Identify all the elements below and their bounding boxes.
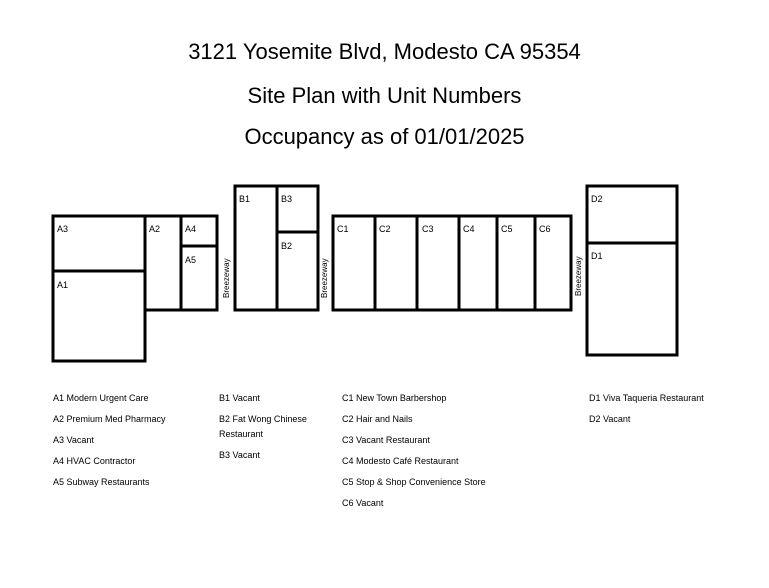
legend-item-a4: A4 HVAC Contractor bbox=[53, 456, 136, 466]
legend-item-c2: C2 Hair and Nails bbox=[342, 414, 413, 424]
legend-item-b1: B1 Vacant bbox=[219, 393, 260, 403]
unit-label-a3: A3 bbox=[57, 224, 69, 234]
unit-label-a5: A5 bbox=[185, 255, 197, 265]
legend-item-c1: C1 New Town Barbershop bbox=[342, 393, 447, 403]
legend-item-a3: A3 Vacant bbox=[53, 435, 94, 445]
legend-item-b2: B2 Fat Wong Chinese bbox=[219, 414, 307, 424]
unit-label-b1: B1 bbox=[239, 194, 251, 204]
unit-label-b3: B3 bbox=[281, 194, 293, 204]
legend-item-b3: B3 Vacant bbox=[219, 450, 260, 460]
occupancy-date: Occupancy as of 01/01/2025 bbox=[244, 124, 525, 149]
unit-b1 bbox=[235, 186, 277, 310]
site-plan-subtitle: Site Plan with Unit Numbers bbox=[247, 83, 522, 108]
legend-item-c3: C3 Vacant Restaurant bbox=[342, 435, 430, 445]
unit-label-c4: C4 bbox=[463, 224, 475, 234]
unit-label-b2: B2 bbox=[281, 241, 293, 251]
unit-label-c5: C5 bbox=[501, 224, 513, 234]
unit-label-c6: C6 bbox=[539, 224, 551, 234]
legend-item-d1: D1 Viva Taqueria Restaurant bbox=[589, 393, 704, 403]
unit-b3 bbox=[277, 186, 318, 232]
breezeway-label-a-b: Breezeway bbox=[222, 258, 231, 298]
unit-label-c3: C3 bbox=[422, 224, 434, 234]
legend-item-a1: A1 Modern Urgent Care bbox=[53, 393, 149, 403]
legend-item-c4: C4 Modesto Café Restaurant bbox=[342, 456, 459, 466]
unit-label-a2: A2 bbox=[149, 224, 161, 234]
legend-item-c5: C5 Stop & Shop Convenience Store bbox=[342, 477, 486, 487]
unit-label-c2: C2 bbox=[379, 224, 391, 234]
unit-label-d1: D1 bbox=[591, 251, 603, 261]
legend-item-a5: A5 Subway Restaurants bbox=[53, 477, 150, 487]
address-title: 3121 Yosemite Blvd, Modesto CA 95354 bbox=[188, 39, 581, 64]
legend-item-c6: C6 Vacant bbox=[342, 498, 384, 508]
breezeway-label-b-c: Breezeway bbox=[320, 258, 329, 298]
unit-label-c1: C1 bbox=[337, 224, 349, 234]
unit-label-a1: A1 bbox=[57, 280, 69, 290]
legend-item-d2: D2 Vacant bbox=[589, 414, 631, 424]
legend-item-b2-cont: Restaurant bbox=[219, 429, 264, 439]
unit-label-a4: A4 bbox=[185, 224, 197, 234]
unit-label-d2: D2 bbox=[591, 194, 603, 204]
breezeway-label-c-d: Breezeway bbox=[574, 256, 583, 296]
legend-item-a2: A2 Premium Med Pharmacy bbox=[53, 414, 166, 424]
